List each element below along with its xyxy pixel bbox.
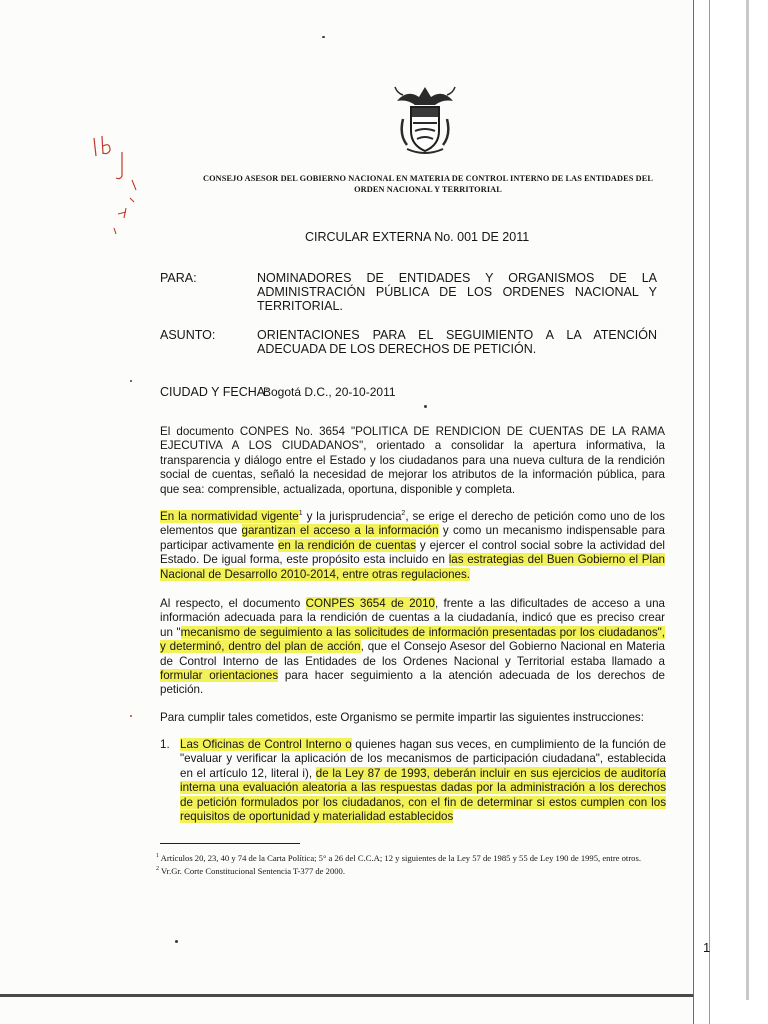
footnote-number: 2 <box>156 865 159 872</box>
list-item-text <box>180 738 666 824</box>
coat-of-arms-icon <box>393 83 457 159</box>
text-run: , frente a las dificultades de acceso a una información adecuada para la rendición de cuentas a la ciudadanía, indicó que es preciso crear un " <box>160 597 665 639</box>
list-number: 1. <box>160 738 170 751</box>
council-line-1: CONSEJO ASESOR DEL GOBIERNO NACIONAL EN MATERIA DE CONTROL INTERNO DE LAS ENTIDADES DEL <box>203 174 653 183</box>
footnote-text: Vr.Gr. Corte Constitucional Sentencia T-377 de 2000. <box>159 865 345 876</box>
ciudad-fecha-label: CIUDAD Y FECHA: <box>160 385 269 399</box>
circular-title: CIRCULAR EXTERNA No. 001 DE 2011 <box>305 230 530 244</box>
highlight: formular orientaciones <box>160 669 279 683</box>
footnote-1 <box>156 851 696 864</box>
footnote-number: 1 <box>156 853 159 859</box>
footnote-ref: 2 <box>401 510 406 518</box>
scan-bottom-edge <box>0 994 693 997</box>
highlight: En la normatividad vigente <box>160 510 299 523</box>
highlight: en la rendición de cuentas <box>277 538 417 552</box>
handwritten-annotation-icon <box>86 128 156 248</box>
highlight: de la Ley 87 de 1993, deberán incluir en sus ejercicios de auditoría interna una evaluación aleatoria a las respuestas dadas por la administración a los derechos de petición formulados por los ciudadanos, con el fin de determinar si estos cumplen con los requisitos de oportunidad y materialidad establecidos <box>180 766 666 824</box>
asunto-label: ASUNTO: <box>160 328 216 342</box>
footnote-divider <box>160 843 300 844</box>
paragraph-conpes: El documento CONPES No. 3654 "POLITICA DE RENDICION DE CUENTAS DE LA RAMA EJECUTIVA A LOS CIUDADANOS", orientado a consolidar la apertura informativa, la transparencia y diálogo entre el Estado y los ciudadanos para una nueva cultura de la rendición social de cuentas, señaló la necesidad de mejorar los atributos de la información pública, para que sea: comprensible, actualizada, oportuna, disponible y completa. <box>160 425 665 496</box>
scan-speck <box>424 405 427 408</box>
text-run: , que el Consejo Asesor del Gobierno Nacional en Materia de Control Interno de las Entidades de los Ordenes Nacional y Territorial estaba llamado a <box>160 640 665 668</box>
ciudad-fecha-value: Bogotá D.C., 20-10-2011 <box>263 385 396 399</box>
footnote-text: Artículos 20, 23, 40 y 74 de la Carta Política; 5° a 26 del C.C.A; 12 y siguientes de la Ley 57 de 1985 y 55 de Ley 190 de 1995, entre otros. <box>159 852 641 863</box>
para-label: PARA: <box>160 271 197 285</box>
text-run: Al respecto, el documento <box>160 597 306 610</box>
scan-right-margin <box>693 0 768 1024</box>
highlight: CONPES 3654 de 2010 <box>305 597 435 610</box>
text-run: y como un mecanismo indispensable para participar activamente <box>160 524 665 552</box>
paragraph-normatividad <box>160 510 665 582</box>
scan-speck <box>175 940 178 943</box>
highlight: las estrategias del Buen Gobierno el Plan Nacional de Desarrollo 2010-2014, entre otras regulaciones. <box>160 553 665 581</box>
page-number: 1 <box>703 940 711 955</box>
text-run: quienes hagan sus veces, en cumplimiento de la función de "evaluar y verificar la aplicación de los mecanismos de participación ciudadana", establecida en el artículo 12, literal i), <box>180 738 666 780</box>
issuing-council <box>168 173 688 195</box>
footnote-2 <box>156 864 696 877</box>
highlight: mecanismo de seguimiento a las solicitudes de información presentadas por los ciudadanos", y determinó, dentro del plan de acción <box>160 625 666 654</box>
highlight: garantizan el acceso a la información <box>241 524 439 538</box>
asunto-value: ORIENTACIONES PARA EL SEGUIMIENTO A LA ATENCIÓN ADECUADA DE LOS DERECHOS DE PETICIÓN. <box>257 328 657 356</box>
paragraph-instrucciones: Para cumplir tales cometidos, este Organismo se permite impartir las siguientes instrucciones: <box>160 711 644 724</box>
scan-speck <box>130 380 132 382</box>
text-run: y la jurisprudencia <box>302 510 402 523</box>
para-value: NOMINADORES DE ENTIDADES Y ORGANISMOS DE LA ADMINISTRACIÓN PÚBLICA DE LOS ORDENES NACIONAL Y TERRITORIAL. <box>257 271 657 313</box>
footnote-ref: 1 <box>298 510 303 518</box>
highlight: Las Oficinas de Control Interno o <box>180 738 352 751</box>
footnotes <box>156 851 696 877</box>
text-run: y ejercer el control social sobre la actividad del Estado. De igual forma, este propósito esta incluido en <box>160 538 666 567</box>
council-line-2: ORDEN NACIONAL Y TERRITORIAL <box>354 185 502 194</box>
page-edge <box>746 0 749 1000</box>
paragraph-conpes-respecto <box>160 597 665 698</box>
scan-speck <box>322 36 325 38</box>
text-run: para hacer seguimiento a la atención adecuada de los derechos de petición. <box>160 669 665 697</box>
margin-rule <box>709 0 710 1024</box>
scan-speck <box>130 715 132 717</box>
text-run: , se erige el derecho de petición como uno de los elementos que <box>160 510 665 538</box>
